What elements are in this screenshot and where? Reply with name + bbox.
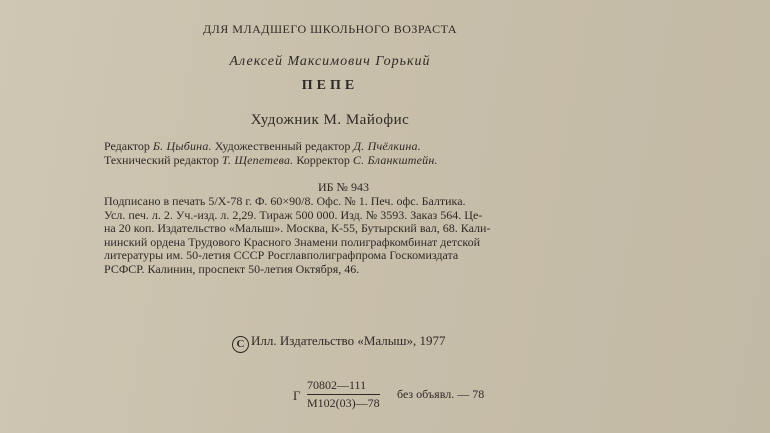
audience-label: ДЛЯ МЛАДШЕГО ШКОЛЬНОГО ВОЗРАСТА: [202, 22, 458, 36]
index-fraction: [307, 378, 380, 411]
copyright-text: Илл. Издательство «Малыш», 1977: [251, 333, 446, 348]
index-numerator: 70802—111: [307, 378, 380, 395]
imprint-details: [104, 195, 644, 276]
editor-label: Редактор: [104, 139, 150, 153]
imprint-line: на 20 коп. Издательство «Малыш». Москва, К-55, Бутырский вал, 68. Кали-: [104, 221, 491, 235]
copyright-icon: С: [232, 336, 249, 353]
art-editor-name: Д. Пчёлкина.: [353, 139, 421, 153]
imprint-line: Усл. печ. л. 2. Уч.-изд. л. 2,29. Тираж 500 000. Изд. № 3593. Заказ 564. Це-: [104, 207, 483, 222]
corrector-name: С. Бланкштейн.: [352, 152, 438, 167]
copyright-line: [232, 333, 446, 353]
index-tail: без объявл. — 78: [397, 387, 485, 401]
imprint-line: нинский ордена Трудового Красного Знамени полиграфкомбинат детской: [104, 234, 481, 249]
editors-block: [104, 140, 644, 167]
book-title: ПЕПЕ: [301, 78, 359, 93]
imprint-line: литературы им. 50-летия СССР Росглавполиграфпрома Госкомиздата: [104, 248, 459, 262]
index-letter: Г: [293, 388, 301, 403]
imprint-line: Подписано в печать 5/X-78 г. Ф. 60×90/8. Офс. № 1. Печ. офс. Балтика.: [104, 194, 466, 208]
index-denominator: М102(03)—78: [307, 396, 380, 410]
ib-number: ИБ № 943: [318, 180, 370, 194]
editors-line-2: [104, 154, 644, 168]
author-name: Алексей Максимович Горький: [229, 54, 431, 69]
illustrator-credit: Художник М. Майофис: [250, 112, 410, 128]
corrector-label: Корректор: [296, 152, 350, 167]
tech-editor-name: Т. Щепетева.: [221, 152, 294, 167]
editor-name: Б. Цыбина.: [152, 139, 212, 153]
art-editor-label: Художественный редактор: [214, 139, 351, 153]
imprint-line: РСФСР. Калинин, проспект 50-летия Октября, 46.: [104, 261, 360, 276]
editors-line-1: [104, 140, 644, 154]
tech-editor-label: Технический редактор: [104, 152, 219, 167]
